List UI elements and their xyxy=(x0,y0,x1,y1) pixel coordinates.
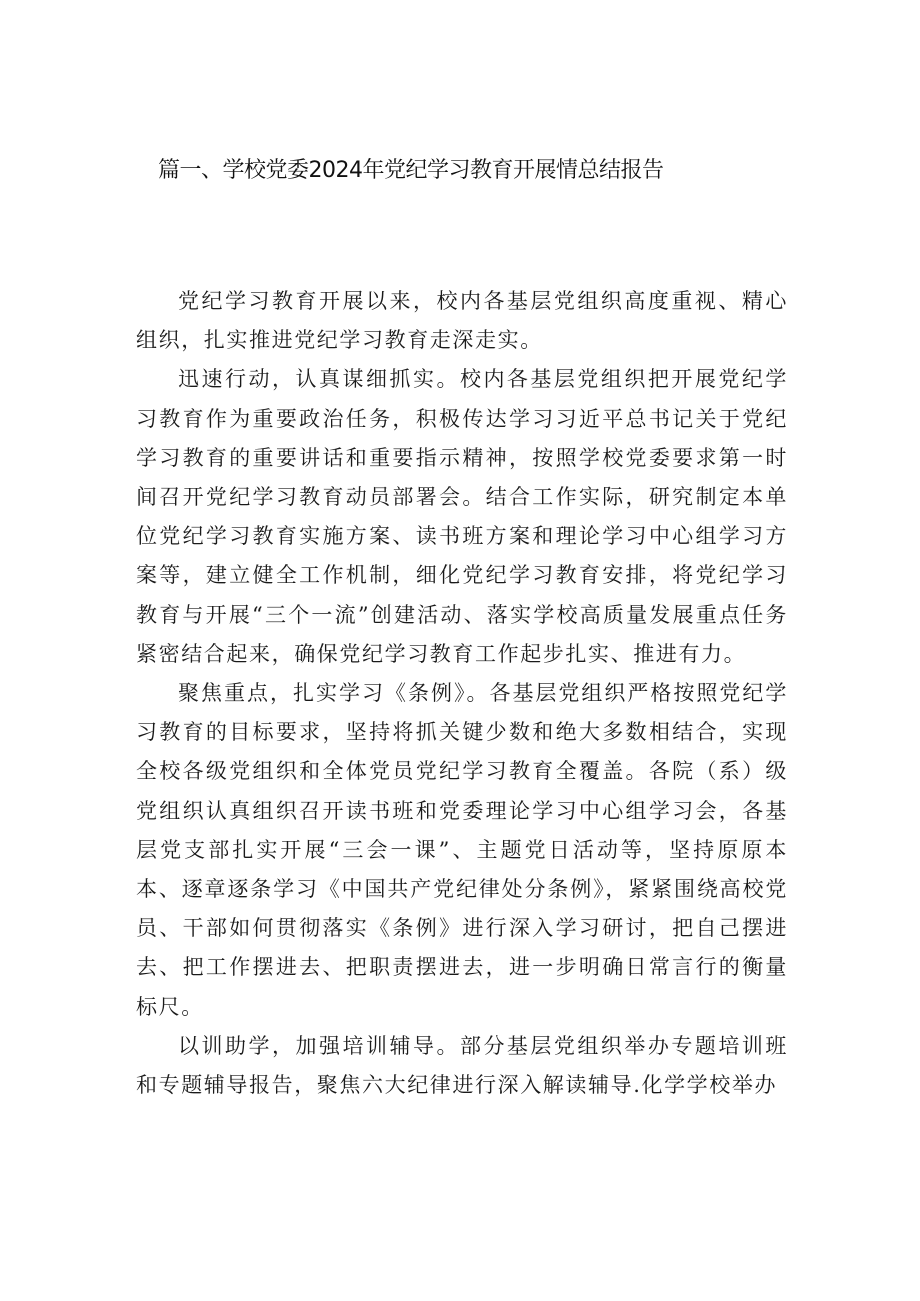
document-body xyxy=(136,282,788,1105)
paragraph-rapid-action: 迅速行动，认真谋细抓实。校内各基层党组织把开展党纪学习教育作为重要政治任务，积极传达学习习近平总书记关于党纪学习教育的重要讲话和重要指示精神，按照学校党委要求第一时间召开党纪学习教育动员部署会。结合工作实际，研究制定本单位党纪学习教育实施方案、读书班方案和理论学习中心组学习方案等，建立健全工作机制，细化党纪学习教育安排，将党纪学习教育与开展“三个一流”创建活动、落实学校高质量发展重点任务紧密结合起来，确保党纪学习教育工作起步扎实、推进有力。 xyxy=(136,367,788,666)
paragraph-training: 以训助学，加强培训辅导。部分基层党组织举办专题培训班和专题辅导报告，聚焦六大纪律进行深入解读辅导.化学学校举办 xyxy=(136,1033,788,1098)
paragraph-focus-regulations: 聚焦重点，扎实学习《条例》。各基层党组织严格按照党纪学习教育的目标要求，坚持将抓关键少数和绝大多数相结合，实现全校各级党组织和全体党员党纪学习教育全覆盖。各院（系）级党组织认真组织召开读书班和党委理论学习中心组学习会，各基层党支部扎实开展“三会一课”、主题党日活动等，坚持原原本本、逐章逐条学习《中国共产党纪律处分条例》，紧紧围绕高校党员、干部如何贯彻落实《条例》进行深入学习研讨，把自己摆进去、把工作摆进去、把职责摆进去，进一步明确日常言行的衡量标尺。 xyxy=(136,681,788,1019)
paragraph-intro: 党纪学习教育开展以来，校内各基层党组织高度重视、精心组织，扎实推进党纪学习教育走深走实。 xyxy=(136,289,788,353)
document-title: 篇一、学校党委2024年党纪学习教育开展情总结报告 xyxy=(158,158,664,183)
